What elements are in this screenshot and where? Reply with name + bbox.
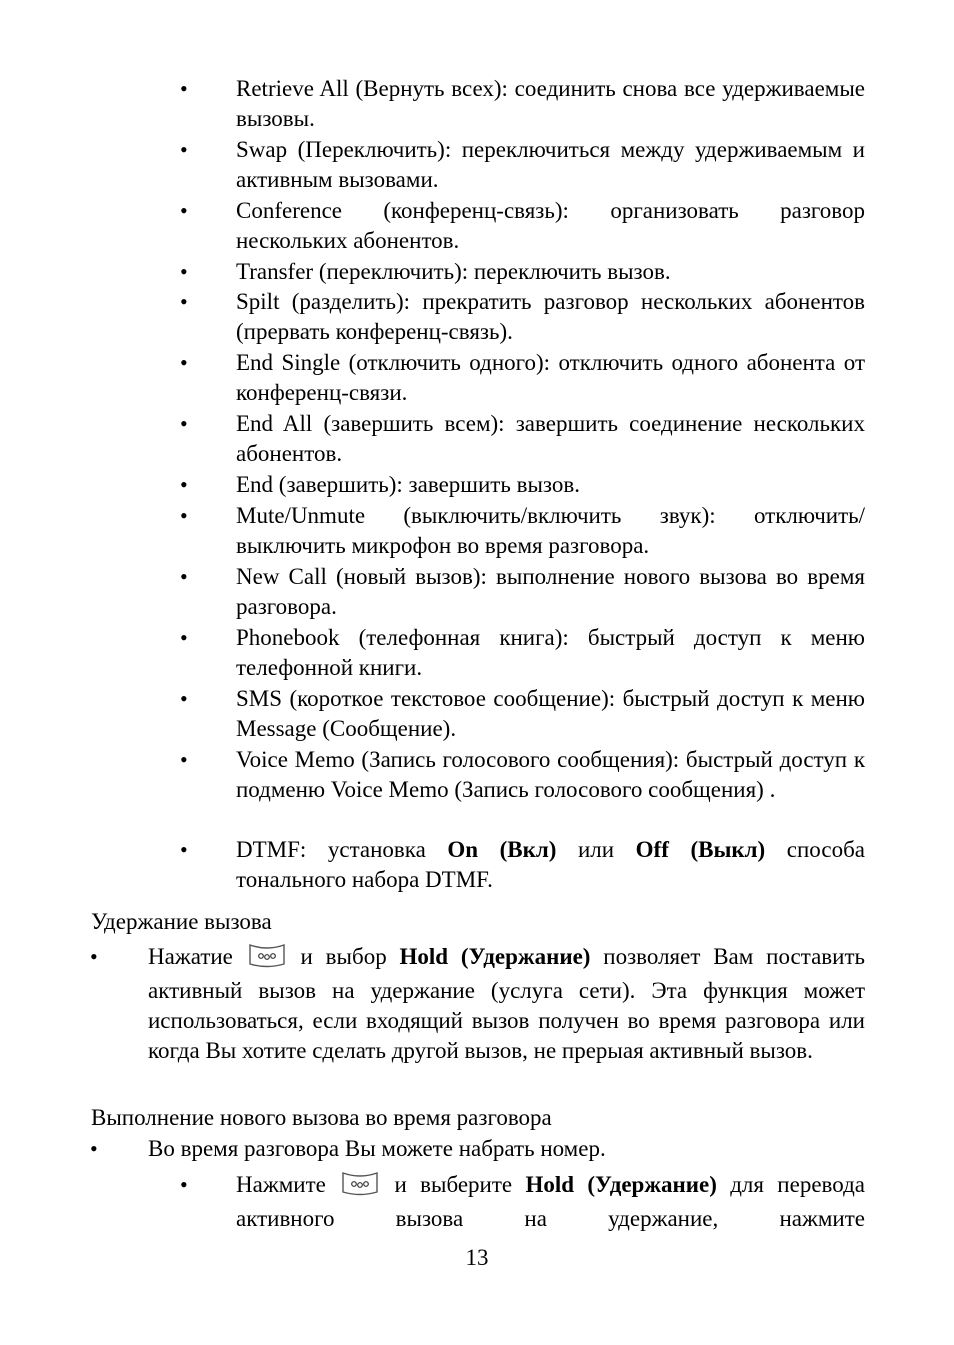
list-item-text: Swap (Переключить): переключиться между удерживаемым и активным вызовами.	[236, 137, 865, 192]
list-item-text: End (завершить): завершить вызов.	[236, 472, 580, 497]
menu-key-icon	[341, 1170, 379, 1204]
bullet-icon: •	[180, 411, 188, 436]
list-item-text: New Call (новый вызов): выполнение нового вызова во время разговора.	[236, 564, 865, 619]
list-item-text: Conference (конференц-связь): организовать разговор нескольких абонентов.	[236, 198, 865, 253]
hold-bold-label: Hold (Удержание)	[399, 944, 591, 969]
bullet-icon: •	[180, 625, 188, 650]
list-item-text: End All (завершить всем): завершить соединение нескольких абонентов.	[236, 411, 865, 466]
bullet-icon: •	[180, 1172, 188, 1197]
new-call-bold-label: Hold (Удержание)	[525, 1172, 717, 1197]
bullet-icon: •	[90, 1136, 98, 1161]
menu-key-icon	[248, 942, 286, 976]
bullet-icon: •	[180, 289, 188, 314]
list-item-text: End Single (отключить одного): отключить одного абонента от конференц-связи.	[236, 350, 865, 405]
hold-text-2: и выбор	[287, 944, 400, 969]
section-heading-new-call: Выполнение нового вызова во время разговора	[91, 1105, 552, 1130]
list-item	[180, 287, 865, 347]
bullet-icon: •	[180, 350, 188, 375]
list-item	[180, 348, 865, 408]
hold-paragraph	[90, 942, 865, 1066]
list-item-text: Transfer (переключить): переключить вызов.	[236, 259, 671, 284]
new-call-sub-text-2: и выберите	[381, 1172, 526, 1197]
list-item-text: SMS (короткое текстовое сообщение): быстрый доступ к меню Message (Сообщение).	[236, 686, 865, 741]
list-item-text: Spilt (разделить): прекратить разговор нескольких абонентов (прервать конференц-связь).	[236, 289, 865, 344]
bullet-icon: •	[180, 564, 188, 589]
bullet-icon: •	[180, 76, 188, 101]
hold-text-3: позволяет Вам поставить активный вызов на удержание (услуга сети). Эта функция может использоваться, если входящий вызов получен во время разговора или когда Вы хотите сделать другой вызов, не прерыая активный вызов.	[148, 944, 865, 1063]
new-call-subitem	[180, 1170, 865, 1234]
new-call-sub-text-1: Нажмите	[236, 1172, 340, 1197]
list-item	[180, 74, 865, 134]
bullet-icon: •	[180, 747, 188, 772]
new-call-item-text: Во время разговора Вы можете набрать номер.	[148, 1136, 606, 1161]
bullet-icon: •	[180, 503, 188, 528]
dtmf-text-3: способа тонального набора DTMF.	[236, 837, 865, 892]
dtmf-text-2: или	[556, 837, 636, 862]
list-item	[180, 562, 865, 622]
list-item	[180, 135, 865, 195]
list-item	[180, 745, 865, 805]
list-item-text: Retrieve All (Вернуть всех): соединить снова все удерживаемые вызовы.	[236, 76, 865, 131]
list-item	[180, 196, 865, 256]
section-heading-hold: Удержание вызова	[91, 909, 272, 934]
list-item	[180, 470, 865, 500]
list-item-text: Voice Memo (Запись голосового сообщения): быстрый доступ к подменю Voice Memo (Запись голосового сообщения) .	[236, 747, 865, 802]
bullet-icon: •	[90, 944, 98, 969]
dtmf-off-label: Off (Выкл)	[635, 837, 766, 862]
bullet-icon: •	[180, 259, 188, 284]
list-item	[180, 623, 865, 683]
list-item	[180, 257, 865, 287]
list-item-dtmf	[180, 835, 865, 895]
list-item	[180, 409, 865, 469]
dtmf-on-label: On (Вкл)	[447, 837, 557, 862]
list-item	[180, 501, 865, 561]
bullet-icon: •	[180, 198, 188, 223]
bullet-icon: •	[180, 686, 188, 711]
dtmf-text-1: DTMF: установка	[236, 837, 448, 862]
hold-text-1: Нажатие	[148, 944, 246, 969]
list-item-text: Phonebook (телефонная книга): быстрый доступ к меню телефонной книги.	[236, 625, 865, 680]
list-item	[180, 684, 865, 744]
bullet-icon: •	[180, 837, 188, 862]
page-number: 13	[465, 1245, 489, 1270]
new-call-sub-text-3: для перевода активного вызова на удержание, нажмите	[236, 1172, 865, 1231]
bullet-icon: •	[180, 137, 188, 162]
list-item-text: Mute/Unmute (выключить/включить звук): отключить/выключить микрофон во время разговора.	[236, 503, 865, 558]
new-call-item	[90, 1134, 865, 1164]
bullet-icon: •	[180, 472, 188, 497]
